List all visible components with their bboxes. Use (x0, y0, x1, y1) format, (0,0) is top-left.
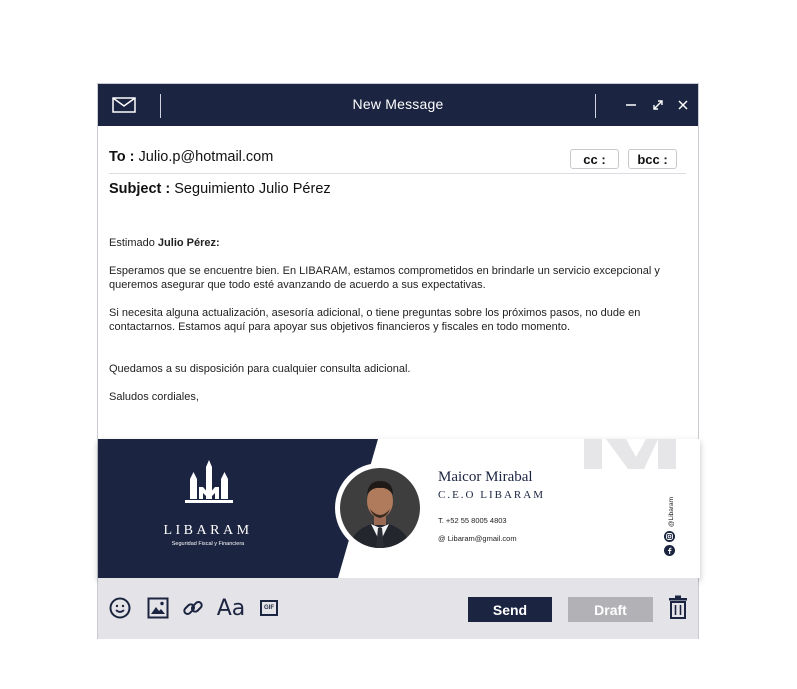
emoji-button[interactable] (108, 596, 132, 620)
image-icon (147, 597, 169, 619)
title-separator (595, 94, 596, 118)
message-paragraph: Esperamos que se encuentre bien. En LIBARAM, estamos comprometidos en brindarle un servicio excepcional y queremos asegurar que todo esté avanzando de acuerdo a sus expectativas. (109, 265, 660, 291)
cc-button[interactable]: cc : (570, 149, 619, 169)
facebook-icon[interactable] (664, 545, 675, 556)
field-divider (109, 173, 686, 174)
bcc-button[interactable]: bcc : (628, 149, 677, 169)
to-field[interactable] (109, 149, 273, 165)
message-paragraph: Saludos cordiales, (109, 391, 199, 403)
trash-icon (668, 595, 688, 619)
signature-name: Maicor Mirabal (438, 469, 533, 485)
watermark-logo (584, 439, 676, 469)
subject-value[interactable]: Seguimiento Julio Pérez (174, 181, 331, 197)
avatar (335, 463, 425, 553)
send-button[interactable]: Send (468, 597, 552, 622)
draft-button[interactable]: Draft (568, 597, 653, 622)
compose-window (97, 83, 699, 639)
email-signature (98, 439, 700, 578)
expand-button[interactable] (649, 95, 667, 115)
title-bar (98, 84, 698, 126)
to-value[interactable]: Julio.p@hotmail.com (138, 149, 274, 165)
link-icon (182, 597, 204, 619)
close-icon (677, 99, 689, 111)
greeting-prefix: Estimado (109, 237, 158, 249)
brand-tagline: Seguridad Fiscal y Financiera (171, 541, 245, 547)
signature-phone: T. +52 55 8005 4803 (438, 516, 507, 525)
instagram-icon[interactable] (664, 531, 675, 542)
insert-gif-button[interactable] (258, 596, 280, 620)
subject-field[interactable] (109, 181, 331, 197)
emoji-icon (109, 597, 131, 619)
message-paragraph: Quedamos a su disposición para cualquier consulta adicional. (109, 363, 411, 375)
subject-label: Subject : (109, 181, 171, 197)
expand-icon (652, 99, 664, 111)
libaram-logo-icon (185, 459, 233, 507)
profile-photo (340, 468, 420, 548)
signature-email[interactable]: @ Libaram@gmail.com (438, 534, 517, 543)
message-greeting (109, 237, 679, 251)
social-handle: @Libaram (668, 496, 675, 527)
insert-link-button[interactable] (181, 596, 205, 620)
message-paragraph: Si necesita alguna actualización, asesoría adicional, o tiene preguntas sobre los próximos pasos, no dude en contactarnos. Estamos aquí para apoyar sus objetivos financieros y fiscales en todo momento. (109, 307, 641, 333)
delete-button[interactable] (666, 595, 690, 619)
close-button[interactable] (674, 95, 692, 115)
to-label: To : (109, 149, 135, 165)
window-title: New Message (352, 96, 444, 112)
brand-name: LIBARAM (163, 523, 253, 538)
gif-icon: GIF (260, 600, 278, 616)
compose-toolbar (98, 578, 698, 639)
minimize-icon (625, 99, 637, 111)
font-format-button[interactable]: Aa (216, 595, 246, 621)
greeting-name: Julio Pérez: (157, 237, 220, 249)
insert-image-button[interactable] (146, 596, 170, 620)
signature-title: C.E.O LIBARAM (438, 489, 545, 501)
minimize-button[interactable] (622, 95, 640, 115)
